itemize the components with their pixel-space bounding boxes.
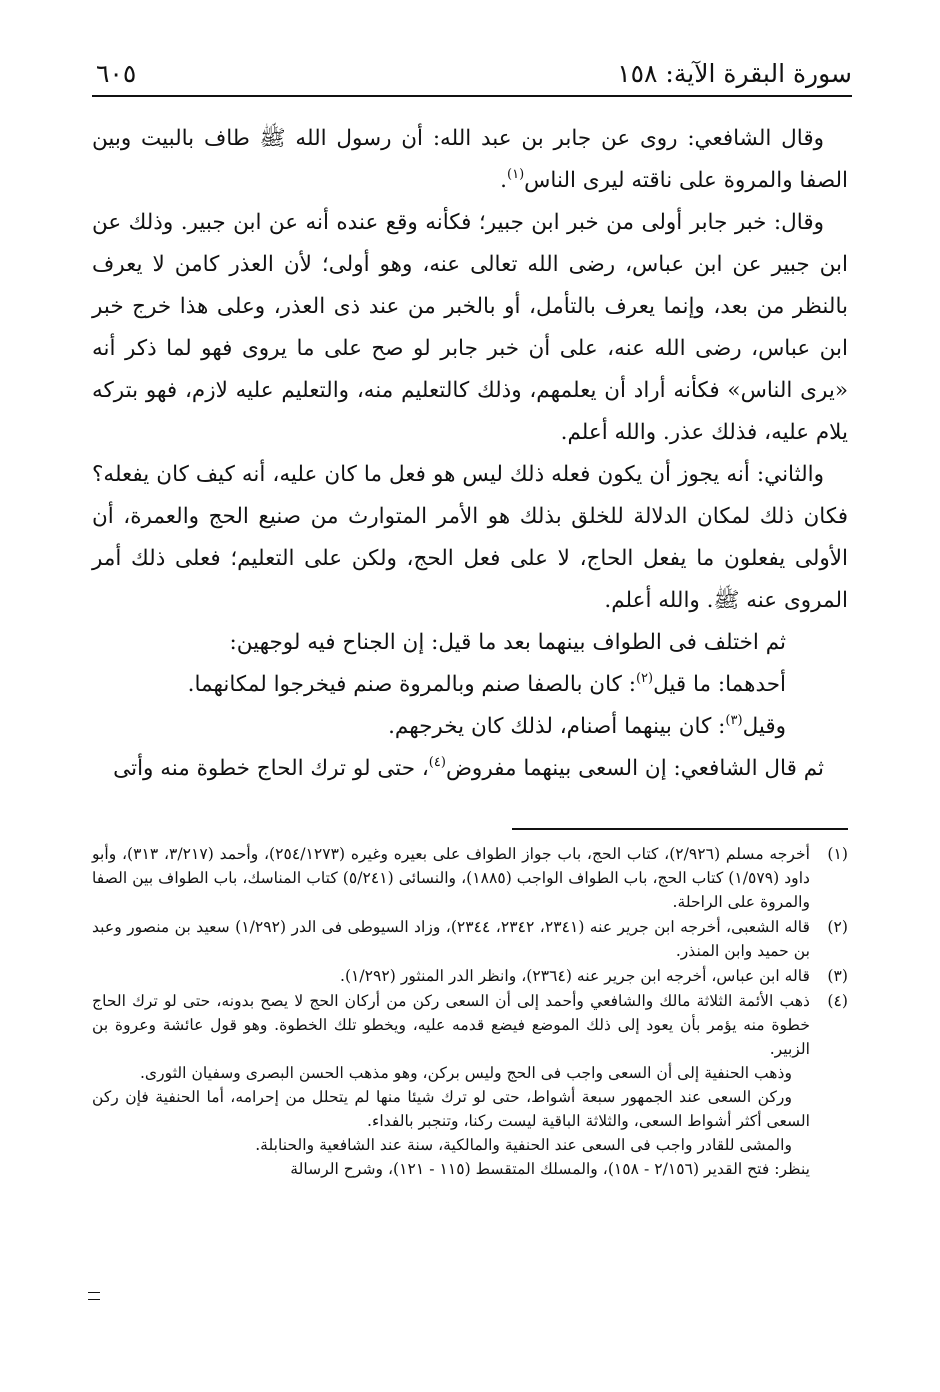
footnote-text: قاله ابن عباس، أخرجه ابن جرير عنه (٢٣٦٤)، وانظر الدر المنثور (١/٢٩٢). xyxy=(339,967,810,985)
paragraph-6 xyxy=(92,706,848,748)
paragraph-5-text-end: : كان بالصفا صنم وبالمروة صنم فيخرجوا لمكانهما. xyxy=(187,672,636,697)
footnote-number: (٢) xyxy=(827,918,848,936)
paragraph-1-text: وقال الشافعي: روى عن جابر بن عبد الله: أن رسول الله ﷺ طاف بالبيت وبين الصفا والمروة على ناقته ليرى الناس xyxy=(92,126,848,193)
main-text xyxy=(92,118,848,790)
paragraph-5-text: أحدهما: ما قيل xyxy=(653,672,786,697)
paragraph-7-text-end: ، حتى لو ترك الحاج خطوة منه وأتى xyxy=(113,756,429,781)
footnote-text: ذهب الأئمة الثلاثة مالك والشافعي وأحمد إلى أن السعى ركن من أركان الحج لا يصح بدونه، حتى لو ترك الحاج خطوة منه يؤمر بأن يعود إلى ذلك الموضع فيضع قدمه عليه، ويخطو تلك الخطوة. وهو قول عائشة وعروة بن الزبير. xyxy=(92,992,810,1058)
footnote-text: قاله الشعبى، أخرجه ابن جرير عنه (٢٣٤١، ٢٣٤٢، ٢٣٤٤)، وزاد السيوطى فى الدر (١/٢٩٢) سعيد بن منصور وعبد بن حميد وابن المنذر. xyxy=(92,918,810,960)
running-title: سورة البقرة الآية: ١٥٨ xyxy=(617,59,852,88)
footnote-number: (١) xyxy=(827,845,848,863)
paragraph-4: ثم اختلف فى الطواف بينهما بعد ما قيل: إن الجناح فيه لوجهين: xyxy=(229,630,786,655)
paragraph-6-text-end: : كان بينهما أصنام، لذلك كان يخرجهم. xyxy=(388,714,726,739)
footnote-text: والمشى للقادر واجب فى السعى عند الحنفية والمالكية، سنة عند الشافعية والحنابلة. xyxy=(255,1136,792,1154)
footnote-ref-4[interactable]: (٤) xyxy=(428,755,446,770)
paragraph-7-text: ثم قال الشافعي: إن السعى بينهما مفروض xyxy=(445,756,824,781)
page-header xyxy=(92,55,852,97)
footnote-divider xyxy=(512,828,848,830)
footnote-text: ينظر: فتح القدير (٢/١٥٦ - ١٥٨)، والمسلك المتقسط (١١٥ - ١٢١)، وشرح الرسالة xyxy=(290,1160,810,1178)
footnote-1 xyxy=(92,842,848,914)
footnote-text: وركن السعى عند الجمهور سبعة أشواط، حتى لو ترك شيئا منها لم يتحلل من إحرامه، أما الحنفية فإن ركن السعى أكثر أشواط السعى، والثلاثة الباقية ليست ركنا، وتنجبر بالفداء. xyxy=(92,1088,810,1130)
footnotes xyxy=(92,842,848,1182)
paragraph-7 xyxy=(92,748,848,790)
paragraph-1-end: . xyxy=(500,168,508,193)
paragraph-3: والثاني: أنه يجوز أن يكون فعله ذلك ليس هو فعل ما كان عليه، أنه كيف كان يفعله؟ فكان ذلك لمكان الدلالة للخلق بذلك هو الأمر المتوارث من صنيع الحج والعمرة، أن الأولى يفعلون ما يفعل الحاج، لا على فعل الحج، ولكن على التعليم؛ فعلى ذلك أمر المروى عنه ﷺ. والله أعلم. xyxy=(92,462,848,613)
paragraph-6-text: وقيل xyxy=(742,714,786,739)
paragraph-1 xyxy=(92,118,848,202)
footnote-2 xyxy=(92,915,848,963)
page-number: ٦٠٥ xyxy=(96,59,137,88)
footnote-ref-2[interactable]: (٢) xyxy=(635,671,654,686)
footnote-text: أخرجه مسلم (٢/٩٢٦)، كتاب الحج، باب جواز الطواف على بعيره وغيره (٢٥٤/١٢٧٣)، وأحمد (٣/٢١٧، ٣١٣)، وأبو داود (١/٥٧٩) كتاب الحج، باب الطواف الواجب (١٨٨٥)، والنسائى (٥/٢٤١) كتاب المناسك، باب الطواف بين الصفا والمروة على الراحلة. xyxy=(92,845,810,911)
footnote-text: وذهب الحنفية إلى أن السعى واجب فى الحج وليس بركن، وهو مذهب الحسن البصرى وسفيان الثورى. xyxy=(139,1064,792,1082)
footnote-4 xyxy=(92,989,848,1181)
footnote-ref-3[interactable]: (٣) xyxy=(725,713,743,728)
paragraph-2: وقال: خبر جابر أولى من خبر ابن جبير؛ فكأنه وقع عنده أنه عن ابن جبير. وذلك عن ابن جبير عن ابن عباس، رضى الله تعالى عنه، وهو أولى؛ لأن العذر كامن لا يعرف بالنظر من بعد، وإنما يعرف بالتأمل، أو بالخبر من عند ذى العذر، وعلى هذا خرج خبر ابن عباس، رضى الله عنه، على أن خبر جابر لو صح على ما يروى فهو لما ذكر أنه «يرى الناس» فكأنه أراد أن يعلمهم، وذلك كالتعليم منه، والتعليم عليه لازم، فهو بتركه يلام عليه، فذلك عذر. والله أعلم. xyxy=(92,210,848,445)
footnote-number: (٤) xyxy=(827,992,848,1010)
paragraph-5 xyxy=(92,664,848,706)
footnote-ref-1[interactable]: (١) xyxy=(507,167,525,182)
footnote-3 xyxy=(92,964,848,988)
continuation-mark xyxy=(88,1292,100,1300)
footnote-number: (٣) xyxy=(827,967,848,985)
